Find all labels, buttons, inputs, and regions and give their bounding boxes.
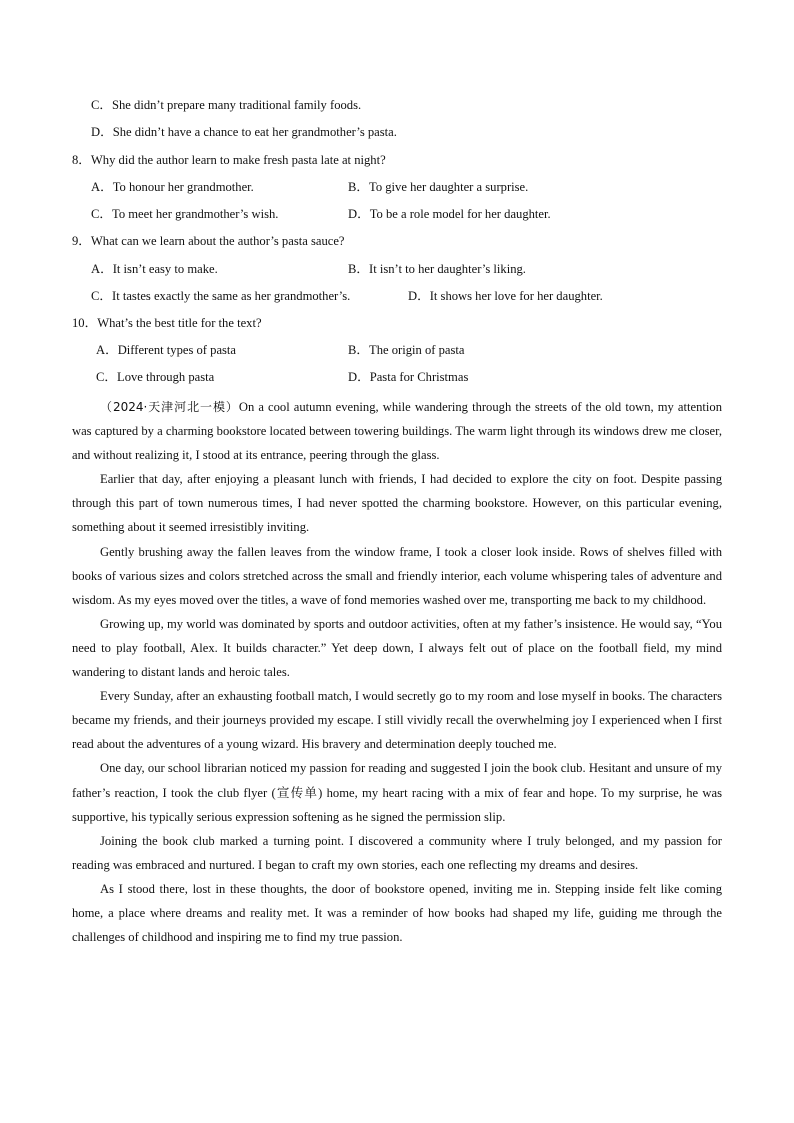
passage-paragraph-5: Every Sunday, after an exhausting football match, I would secretly go to my room and lose myself in books. The characters became my friends, and their journeys provided my escape. I still vividly recall the overwhelming joy I experienced when I first read about the adventures of a young wizard. His bravery and determination deeply touched me. — [72, 689, 722, 752]
q7-option-d-label: D． — [91, 125, 113, 139]
q10-option-b[interactable] — [348, 342, 464, 358]
q9-option-a-label: A． — [91, 262, 113, 276]
q9-option-a[interactable] — [91, 261, 218, 277]
q8-option-b[interactable] — [348, 179, 528, 195]
q7-option-c-label: C． — [91, 98, 112, 112]
q9-option-a-text: It isn’t easy to make. — [112, 262, 218, 276]
q9-option-d[interactable] — [408, 288, 603, 304]
q9-option-d-text: It shows her love for her daughter. — [429, 289, 603, 303]
q10-option-d[interactable] — [348, 369, 468, 385]
q8-option-c-text: To meet her grandmother’s wish. — [112, 207, 279, 221]
q7-option-d[interactable] — [91, 124, 397, 140]
q8-option-b-label: B． — [348, 180, 369, 194]
q8-option-d-label: D． — [348, 207, 370, 221]
q9-option-c-label: C． — [91, 289, 112, 303]
q10-option-c-text: Love through pasta — [117, 370, 215, 384]
passage-paragraph-6: One day, our school librarian noticed my passion for reading and suggested I join the book club. Hesitant and unsure of my father’s reaction, I took the club flyer (宣传单) home, my heart racing with a mix of fear and hope. To my surprise, he was supportive, his typically serious expression softening as he signed the permission slip. — [72, 761, 722, 824]
passage-paragraph-7: Joining the book club marked a turning point. I discovered a community where I truly belonged, and my passion for reading was embraced and nurtured. I began to craft my own stories, each one reflecting my dreams and desires. — [72, 833, 722, 872]
q7-option-c-text: She didn’t prepare many traditional family foods. — [112, 98, 362, 112]
q8-option-c[interactable] — [91, 206, 278, 222]
q10-question: 10．What’s the best title for the text? — [72, 316, 262, 330]
q10-option-b-text: The origin of pasta — [369, 343, 465, 357]
passage-paragraph-3: Gently brushing away the fallen leaves from the window frame, I took a closer look inside. Rows of shelves filled with books of various sizes and colors stretched across the small and friendly interior, each volume whispering tales of adventure and wisdom. As my eyes moved over the titles, a wave of fond memories washed over me, transporting me back to my childhood. — [72, 544, 722, 607]
q9-option-c[interactable] — [91, 288, 350, 304]
q10-option-a-text: Different types of pasta — [117, 343, 237, 357]
q8-option-a-label: A． — [91, 180, 113, 194]
q8-option-a[interactable] — [91, 179, 254, 195]
q9-option-c-text: It tastes exactly the same as her grandmother’s. — [112, 289, 351, 303]
passage-paragraph-1 — [72, 395, 722, 467]
q8-option-d[interactable] — [348, 206, 551, 222]
passage-paragraph-8: As I stood there, lost in these thoughts, the door of bookstore opened, inviting me in. Stepping inside felt like coming home, a place where dreams and reality met. It was a reminder of how books had shaped my life, guiding me through the challenges of childhood and inspiring me to find my true passion. — [72, 881, 722, 945]
passage-paragraph-1-text: On a cool autumn evening, while wandering through the streets of the old town, my attention was captured by a charming bookstore located between towering buildings. The warm light through its windows drew me closer, and without realizing it, I stood at its entrance, peering through the glass. — [72, 400, 722, 463]
q10-option-d-label: D． — [348, 370, 370, 384]
q8-option-d-text: To be a role model for her daughter. — [369, 207, 551, 221]
reading-passage — [72, 395, 722, 949]
q10-option-c-label: C． — [96, 370, 117, 384]
q9-option-b[interactable] — [348, 261, 526, 277]
q10-option-d-text: Pasta for Christmas — [369, 370, 469, 384]
q10-option-c[interactable] — [96, 369, 214, 385]
q7-option-c[interactable] — [91, 97, 361, 113]
q10-option-a-label: A． — [96, 343, 118, 357]
q9-option-b-text: It isn’t to her daughter’s liking. — [369, 262, 526, 276]
q8-question: 8．Why did the author learn to make fresh pasta late at night? — [72, 153, 386, 167]
q9-option-b-label: B． — [348, 262, 369, 276]
q9-question: 9．What can we learn about the author’s pasta sauce? — [72, 234, 345, 248]
q7-option-d-text: She didn’t have a chance to eat her grandmother’s pasta. — [112, 125, 397, 139]
passage-paragraph-4: Growing up, my world was dominated by sports and outdoor activities, often at my father’s insistence. He would say, “You need to play football, Alex. It builds character.” Yet deep down, I always felt out of place on the football field, my mind wandering to distant lands and heroic tales. — [72, 616, 722, 680]
q8-option-b-text: To give her daughter a surprise. — [369, 180, 529, 194]
q9-option-d-label: D． — [408, 289, 430, 303]
q10-option-b-label: B． — [348, 343, 369, 357]
q10-option-a[interactable] — [96, 342, 236, 358]
q8-option-a-text: To honour her grandmother. — [112, 180, 254, 194]
passage-paragraph-2: Earlier that day, after enjoying a pleasant lunch with friends, I had decided to explore the city on foot. Despite passing through this part of town numerous times, I had never spotted the charming bookstore. However, on this particular evening, something about it seemed irresistibly inviting. — [72, 472, 722, 535]
q8-option-c-label: C． — [91, 207, 112, 221]
passage-source: （2024·天津河北一模） — [100, 400, 239, 414]
